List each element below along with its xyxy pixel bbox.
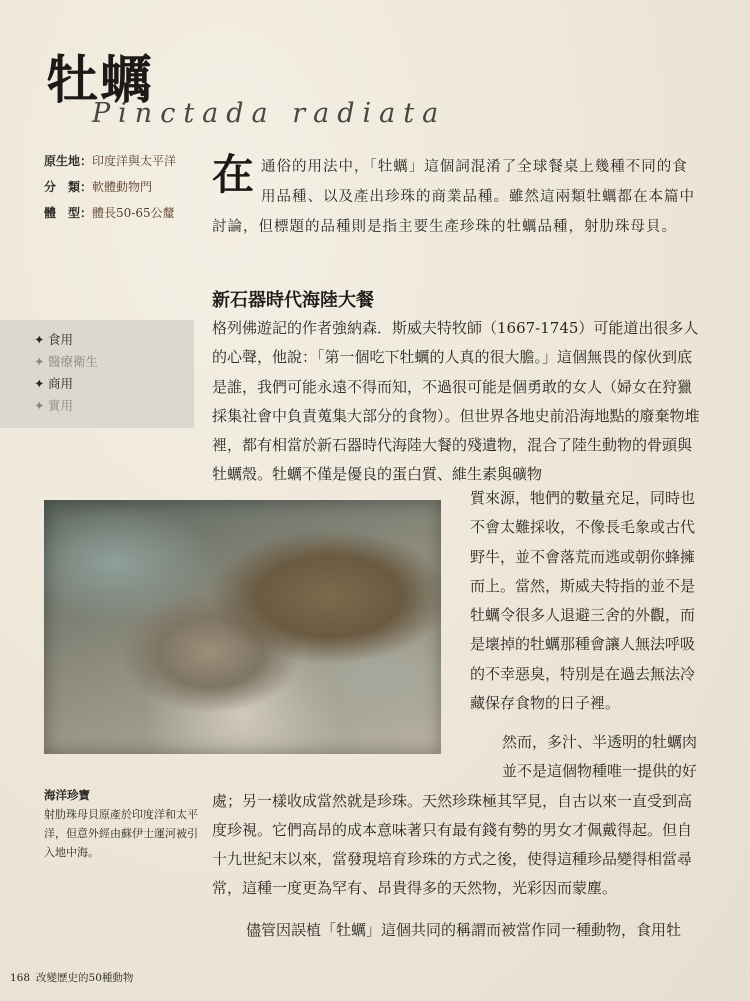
latin-name: Pinctada radiata: [92, 98, 447, 129]
page-title: 牡蠣: [46, 50, 155, 111]
star-icon: ✦: [34, 354, 45, 369]
book-title: 改變歷史的50種動物: [36, 972, 134, 984]
paragraph-body: 處；另一樣收成當然就是珍珠。天然珍珠極其罕見，自古以來一直受到高度珍視。它們高昂的成本意味著只有最有錢有勢的男女才佩戴得起。但自十九世紀末以來，當發現培育珍珠的方式之後，使得這種珍品變得相當尋常，這種一度更為罕有、昂貴得多的天然物，光彩因而蒙塵。: [212, 791, 693, 898]
usage-panel: [0, 320, 194, 428]
photo-caption: [44, 786, 204, 862]
page-footer: [10, 970, 133, 985]
intro-paragraph: [212, 152, 702, 242]
body-paragraph-1-continued: 質來源，牠們的數量充足，同時也不會太難採收，不像長毛象或古代野牛，並不會落荒而逃或朝你蜂擁而上。當然，斯威夫特指的並不是牡蠣令很多人退避三舍的外觀，而是壞掉的牡蠣那種會讓人無法呼吸的不幸惡臭，特別是在過去無法冷藏保存食物的日子裡。: [470, 489, 696, 713]
body-paragraph-3: 儘管因誤植「牡蠣」這個共同的稱謂而被當作同一種動物，食用牡: [246, 921, 682, 939]
fact-sheet: [44, 154, 176, 232]
fact-label: 體 型：: [44, 206, 93, 220]
caption-text: 射肋珠母貝原產於印度洋和太平洋，但意外經由蘇伊士運河被引入地中海。: [44, 808, 198, 859]
usage-food: [34, 330, 73, 350]
body-paragraph-2: [212, 728, 702, 904]
star-icon: ✦: [34, 332, 45, 347]
usage-commercial: [34, 374, 73, 394]
page-number: 168: [10, 972, 31, 984]
fact-value: 印度洋與太平洋: [92, 154, 177, 168]
fact-origin: [44, 154, 176, 180]
intro-text: 通俗的用法中，「牡蠣」這個詞混淆了全球餐桌上幾種不同的食用品種、以及產出珍珠的商業品種。雖然這兩類牡蠣都在本篇中討論，但標題的品種則是指主要生產珍珠的牡蠣品種，射肋珠母貝。: [212, 159, 696, 235]
drop-cap: 在: [212, 150, 256, 199]
usage-label: 食用: [48, 332, 74, 347]
usage-practical: [34, 396, 73, 416]
fact-value: 體長50-65公釐: [92, 206, 175, 220]
section-heading: 新石器時代海陸大餐: [212, 290, 374, 311]
usage-label: 醫療衛生: [48, 354, 99, 369]
fact-label: 原生地：: [44, 154, 93, 168]
fact-size: [44, 206, 176, 232]
usage-label: 商用: [48, 376, 74, 391]
usage-medical: [34, 352, 98, 372]
caption-title: 海洋珍寶: [44, 788, 90, 802]
star-icon: ✦: [34, 398, 45, 413]
star-icon: ✦: [34, 376, 45, 391]
paragraph-lead: 然而，多汁、半透明的牡蠣肉並不是這個物種唯一提供的好: [502, 733, 698, 781]
oyster-photo: [44, 500, 441, 754]
usage-label: 實用: [48, 398, 74, 413]
body-paragraph-1: 格列佛遊記的作者強納森．斯威夫特牧師（1667-1745）可能道出很多人的心聲，他說：「第一個吃下牡蠣的人真的很大膽。」這個無畏的傢伙到底是誰，我們可能永遠不得而知，不過很可能是個勇敢的女人（婦女在狩獵採集社會中負責蒐集大部分的食物）。但世界各地史前沿海地點的廢棄物堆裡，都有相當於新石器時代海陸大餐的殘遺物，混合了陸生動物的骨頭與牡蠣殼。牡蠣不僅是優良的蛋白質、維生素與礦物: [212, 319, 700, 484]
fact-classification: [44, 180, 176, 206]
fact-label: 分 類：: [44, 180, 93, 194]
fact-value: 軟體動物門: [92, 180, 153, 194]
